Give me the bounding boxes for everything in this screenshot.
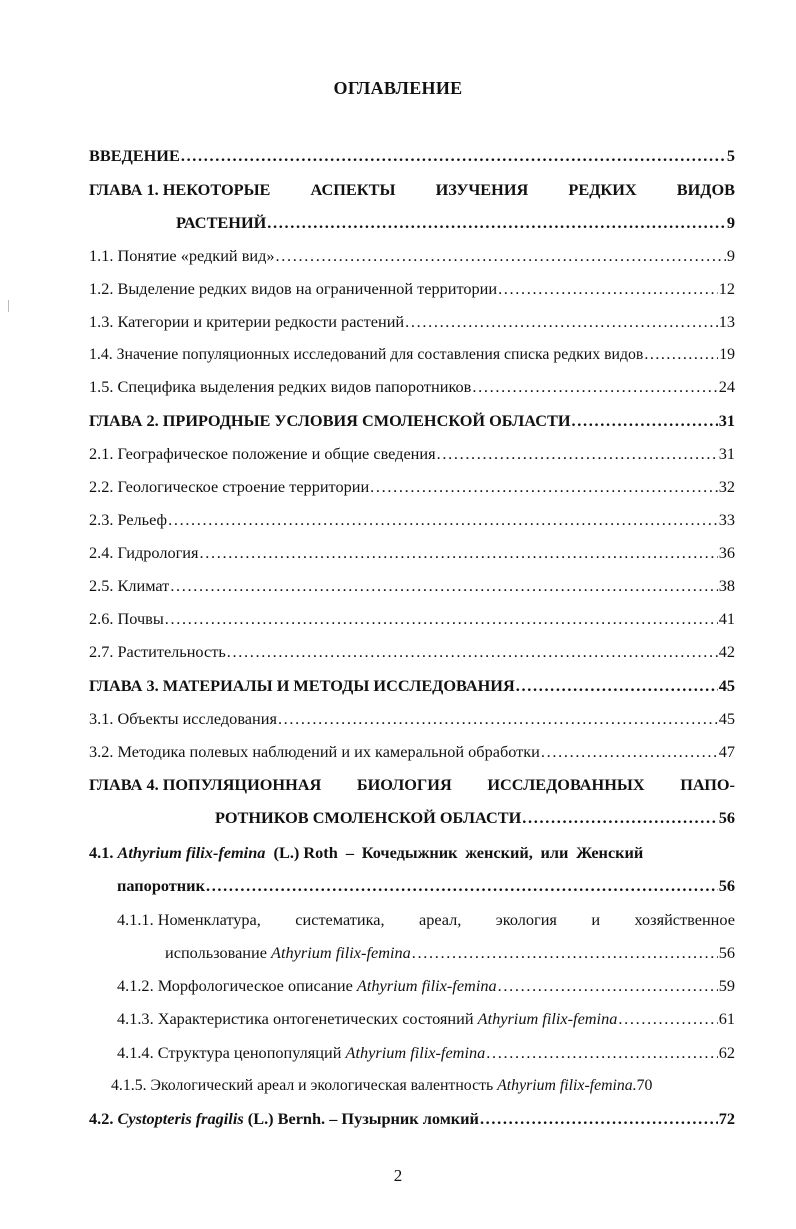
toc-entry-4-1-5[interactable] — [111, 1076, 735, 1096]
toc-page: 59 — [718, 976, 735, 995]
toc-label: 1.4. Значение популяционных исследований для составления списка редких видов — [89, 346, 644, 363]
leader-dots — [412, 943, 718, 963]
leader-dots — [498, 279, 718, 299]
leader-dots — [572, 411, 718, 431]
toc-page: 45 — [718, 676, 735, 695]
toc-word: ареал, — [419, 910, 462, 929]
species-author: (L.) Roth — [273, 843, 338, 862]
toc-page: 19 — [719, 346, 735, 363]
leader-dots — [168, 510, 718, 530]
toc-page: 31 — [718, 411, 735, 430]
toc-entry-chapter-4[interactable] — [89, 775, 735, 795]
toc-page: 56 — [718, 876, 735, 895]
toc-entry-chapter-4-cont[interactable] — [215, 808, 735, 828]
toc-entry-chapter-3[interactable] — [89, 676, 735, 696]
toc-entry-chapter-1[interactable] — [89, 180, 735, 200]
leader-dots — [227, 642, 718, 662]
toc-label: ВВЕДЕНИЕ — [89, 146, 180, 165]
leader-dots — [541, 742, 718, 762]
leader-dots — [498, 976, 718, 996]
toc-word: БИОЛОГИЯ — [356, 775, 452, 794]
toc-page: 38 — [718, 576, 735, 595]
toc-entry-2-6[interactable] — [89, 609, 735, 629]
leader-dots — [181, 146, 726, 166]
leader-dots — [276, 246, 726, 266]
toc-label-text: использование — [165, 943, 267, 962]
toc-word: и — [591, 910, 601, 929]
toc-label: 2.5. Климат — [89, 576, 170, 595]
toc-word: хозяйственное — [634, 910, 735, 929]
toc-entry-1-3[interactable] — [89, 312, 735, 332]
toc-label: папоротник — [117, 876, 205, 895]
toc-entry-4-1-4[interactable] — [117, 1043, 735, 1063]
toc-label: РОТНИКОВ СМОЛЕНСКОЙ ОБЛАСТИ — [215, 808, 522, 827]
toc-entry-4-1-1-cont[interactable] — [165, 943, 735, 963]
toc-label-text: 4.1.5. Экологический ареал и экологическая валентность — [111, 1077, 494, 1094]
toc-label: ГЛАВА 2. ПРИРОДНЫЕ УСЛОВИЯ СМОЛЕНСКОЙ ОБЛАСТИ — [89, 411, 571, 430]
toc-entry-4-1[interactable] — [89, 843, 735, 863]
toc-page: 56 — [718, 943, 735, 962]
toc-number: 4.1. — [89, 843, 114, 862]
toc-entry-2-5[interactable] — [89, 576, 735, 596]
toc-entry-4-2[interactable] — [89, 1109, 735, 1129]
toc-word: АСПЕКТЫ — [310, 180, 396, 199]
species-name: Athyrium filix-femina — [477, 1009, 618, 1028]
species-common-name: (L.) Bernh. – Пузырник ломкий — [247, 1109, 479, 1128]
toc-entry-4-1-cont[interactable] — [117, 876, 735, 896]
toc-page: 70 — [636, 1077, 653, 1094]
toc-label: 2.4. Гидрология — [89, 543, 199, 562]
leader-dots — [516, 676, 718, 696]
toc-word: ГЛАВА 4. ПОПУЛЯЦИОННАЯ — [89, 775, 322, 794]
toc-entry-4-1-3[interactable] — [117, 1009, 735, 1029]
toc-entry-1-4[interactable] — [89, 345, 735, 365]
toc-word: РЕДКИХ — [568, 180, 637, 199]
leader-dots — [437, 444, 718, 464]
toc-label — [89, 1109, 479, 1129]
species-common-name: – Кочедыжник женский, или Женский — [345, 843, 644, 862]
toc-word: ПАПО- — [680, 775, 735, 794]
toc-label-text: 4.1.2. Морфологическое описание — [117, 976, 353, 995]
toc-page: 41 — [718, 609, 735, 628]
toc-entry-1-5[interactable] — [89, 377, 735, 397]
toc-page: 5 — [726, 146, 735, 165]
toc-entry-3-2[interactable] — [89, 742, 735, 762]
toc-label-text: 4.1.3. Характеристика онтогенетических состояний — [117, 1009, 474, 1028]
toc-page: 31 — [718, 444, 735, 463]
leader-dots — [480, 1109, 718, 1129]
toc-entry-chapter-2[interactable] — [89, 411, 735, 431]
toc-page: 12 — [718, 279, 735, 298]
toc-page: 47 — [718, 742, 735, 761]
toc-label: 2.2. Геологическое строение территории — [89, 477, 370, 496]
toc-label: ГЛАВА 3. МАТЕРИАЛЫ И МЕТОДЫ ИССЛЕДОВАНИЯ — [89, 676, 515, 695]
toc-label: 2.6. Почвы — [89, 609, 164, 628]
toc-label: 1.3. Категории и критерии редкости растений — [89, 312, 405, 331]
toc-label: 3.2. Методика полевых наблюдений и их камеральной обработки — [89, 742, 540, 761]
toc-label-text: 4.1.4. Структура ценопопуляций — [117, 1043, 342, 1062]
toc-entry-chapter-1-cont[interactable] — [176, 213, 735, 233]
toc-word: систематика, — [295, 910, 385, 929]
toc-label — [111, 1076, 637, 1096]
toc-word: ВИДОВ — [676, 180, 735, 199]
leader-dots — [486, 1043, 717, 1063]
toc-page: 61 — [718, 1009, 735, 1028]
toc-entry-2-3[interactable] — [89, 510, 735, 530]
leader-dots — [206, 876, 718, 896]
toc-entry-4-1-1[interactable] — [117, 910, 735, 930]
toc-label: 3.1. Объекты исследования — [89, 709, 277, 728]
toc-entry-intro[interactable] — [89, 146, 735, 166]
toc-number: 4.2. — [89, 1109, 114, 1128]
toc-page: 24 — [718, 377, 735, 396]
toc-word: ИЗУЧЕНИЯ — [435, 180, 529, 199]
toc-page: 13 — [718, 312, 735, 331]
leader-dots — [267, 213, 726, 233]
toc-label: 1.2. Выделение редких видов на ограниченной территории — [89, 279, 498, 298]
leader-dots — [644, 345, 718, 365]
toc-entry-1-2[interactable] — [89, 279, 735, 299]
toc-entry-2-1[interactable] — [89, 444, 735, 464]
toc-label — [165, 943, 411, 963]
species-name: Athyrium filix-femina — [356, 976, 497, 995]
leader-dots — [165, 609, 718, 629]
toc-label: 1.1. Понятие «редкий вид» — [89, 246, 275, 265]
toc-label: 1.5. Специфика выделения редких видов папоротников — [89, 377, 472, 396]
leader-dots — [522, 808, 717, 828]
page-title: ОГЛАВЛЕНИЕ — [333, 78, 463, 98]
leader-dots — [405, 312, 718, 332]
leader-dots — [472, 377, 717, 397]
toc-word: 4.1.1. Номенклатура, — [117, 910, 261, 929]
leader-dots — [200, 543, 718, 563]
toc-entry-3-1[interactable] — [89, 709, 735, 729]
species-name: Athyrium filix-femina — [117, 843, 266, 862]
species-name: Athyrium filix-femina — [345, 1043, 486, 1062]
toc-label: 2.1. Географическое положение и общие сведения — [89, 444, 436, 463]
leader-dots — [618, 1009, 717, 1029]
scan-mark — [8, 300, 9, 312]
toc-label: РАСТЕНИЙ — [176, 213, 267, 232]
toc-page: 56 — [718, 808, 735, 827]
toc-word: ГЛАВА 1. НЕКОТОРЫЕ — [89, 180, 271, 199]
leader-dots — [278, 709, 718, 729]
toc-page: 42 — [718, 642, 735, 661]
toc-word: ИССЛЕДОВАННЫХ — [487, 775, 645, 794]
toc-entry-2-2[interactable] — [89, 477, 735, 497]
toc-entry-2-4[interactable] — [89, 543, 735, 563]
toc-label: 2.3. Рельеф — [89, 510, 168, 529]
toc-page: 33 — [718, 510, 735, 529]
toc-page: 45 — [718, 709, 735, 728]
toc-entry-4-1-2[interactable] — [117, 976, 735, 996]
species-name: Athyrium filix-femina — [271, 943, 411, 962]
toc-page: 72 — [718, 1109, 735, 1128]
toc-label — [117, 1043, 485, 1063]
leader-dots — [170, 576, 717, 596]
toc-page: 9 — [726, 246, 735, 265]
leader-dots — [370, 477, 718, 497]
toc-word: экология — [495, 910, 557, 929]
species-name: Athyrium filix-femina. — [497, 1077, 637, 1094]
toc-entry-1-1[interactable] — [89, 246, 735, 266]
toc-entry-2-7[interactable] — [89, 642, 735, 662]
page-number: 2 — [393, 1166, 403, 1185]
toc-label: 2.7. Растительность — [89, 642, 226, 661]
toc-label — [117, 1009, 617, 1029]
toc-label — [117, 976, 497, 996]
toc-page: 62 — [718, 1043, 735, 1062]
toc-page: 36 — [718, 543, 735, 562]
toc-page: 9 — [726, 213, 735, 232]
toc-page: 32 — [718, 477, 735, 496]
species-name: Cystopteris fragilis — [117, 1109, 244, 1128]
